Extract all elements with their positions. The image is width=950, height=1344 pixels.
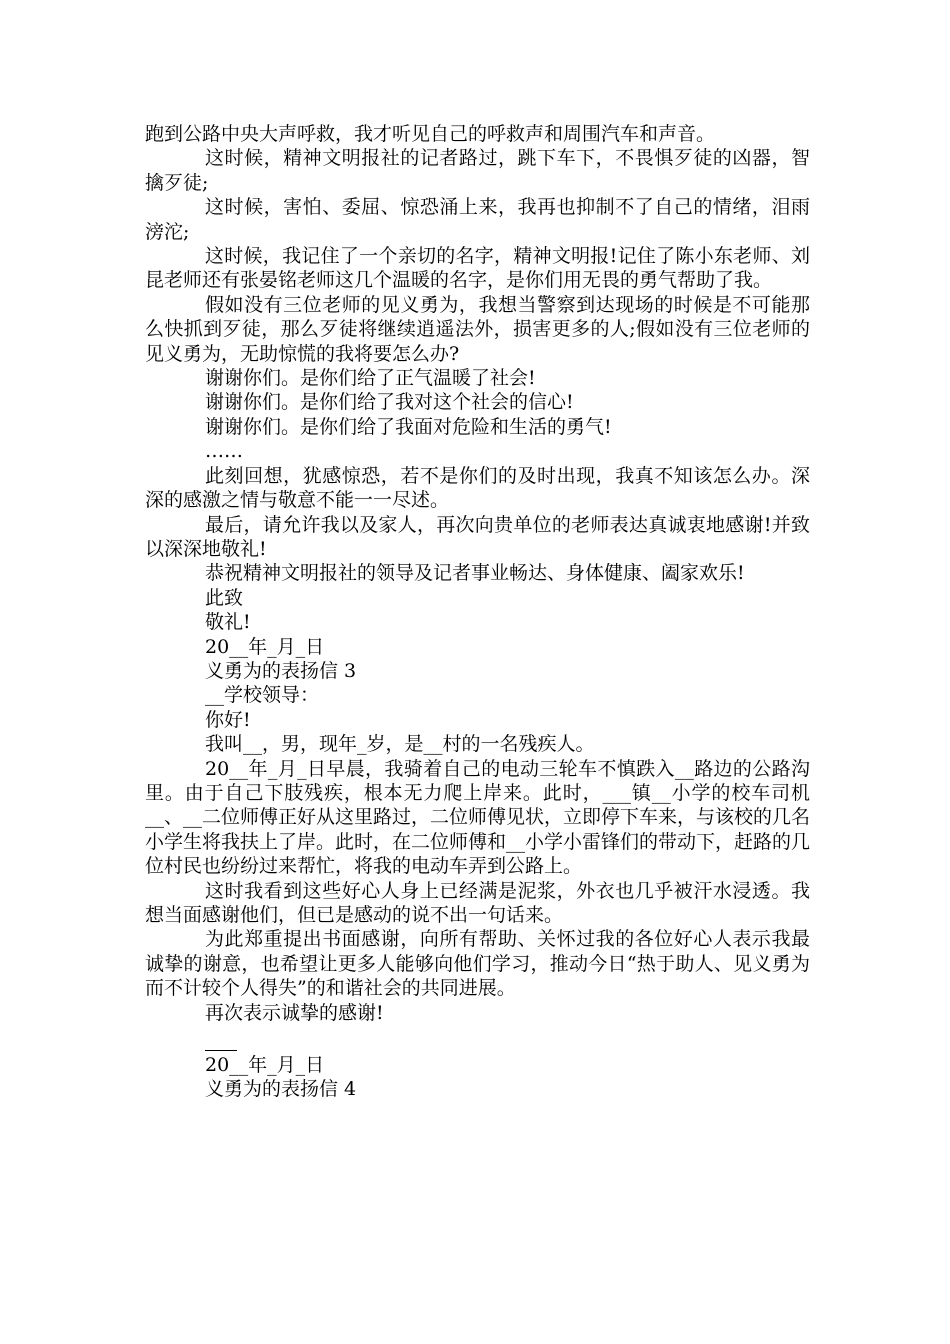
paragraph: 谢谢你们。是你们给了我对这个社会的信心! bbox=[205, 391, 574, 414]
signature-line bbox=[145, 1025, 810, 1053]
paragraph: 最后，请允许我以及家人，再次向贵单位的老师表达真诚衷地感谢!并致以深深地敬礼! bbox=[145, 513, 810, 560]
paragraph: 20__年_月_日 bbox=[205, 635, 325, 658]
signature-blank bbox=[205, 1050, 237, 1051]
paragraph: 这时我看到这些好心人身上已经满是泥浆，外衣也几乎被汗水浸透。我想当面感谢他们，但已是感动的说不出一句话来。 bbox=[145, 879, 810, 926]
paragraph: 谢谢你们。是你们给了正气温暖了社会! bbox=[205, 367, 536, 390]
paragraph: 这时候，害怕、委屈、惊恐涌上来，我再也抑制不了自己的情绪，泪雨滂沱; bbox=[145, 196, 810, 243]
paragraph: 我叫__，男，现年_岁，是__村的一名残疾人。 bbox=[205, 733, 595, 756]
paragraph: 此致 bbox=[205, 586, 244, 609]
paragraph: __学校领导： bbox=[205, 684, 320, 707]
paragraph: 敬礼! bbox=[205, 611, 251, 634]
paragraph: 义勇为的表扬信 3 bbox=[205, 659, 357, 682]
paragraph: 此刻回想，犹感惊恐，若不是你们的及时出现，我真不知该怎么办。深深的感激之情与敬意不能一一尽述。 bbox=[145, 464, 810, 512]
paragraph: 你好! bbox=[205, 708, 251, 731]
paragraph: 谢谢你们。是你们给了我面对危险和生活的勇气! bbox=[205, 415, 612, 438]
paragraph: 这时候，精神文明报社的记者路过，跳下车下，不畏惧歹徒的凶器，智擒歹徒; bbox=[145, 147, 810, 194]
paragraph: 为此郑重提出书面感谢，向所有帮助、关怀过我的各位好心人表示我最诚挚的谢意，也希望让更多人能够向他们学习，推动今日“热于助人、见义勇为而不计较个人得失”的和谐社会的共同进展。 bbox=[145, 928, 810, 1000]
paragraph: 跑到公路中央大声呼救，我才听见自己的呼救声和周围汽车和声音。 bbox=[145, 123, 716, 145]
paragraph: 20__年_月_日 bbox=[205, 1054, 325, 1077]
paragraph: 这时候，我记住了一个亲切的名字，精神文明报!记住了陈小东老师、刘昆老师还有张晏铭老师这几个温暖的名字，是你们用无畏的勇气帮助了我。 bbox=[145, 245, 810, 292]
document-body bbox=[145, 122, 810, 1102]
paragraph: 假如没有三位老师的见义勇为，我想当警察到达现场的时候是不可能那么快抓到歹徒，那么歹徒将继续逍遥法外，损害更多的人;假如没有三位老师的见义勇为，无助惊慌的我将要怎么办? bbox=[145, 293, 810, 365]
paragraph: 义勇为的表扬信 4 bbox=[205, 1078, 357, 1101]
paragraph: 再次表示诚挚的感谢! bbox=[205, 1001, 384, 1024]
paragraph: 20__年_月_日早晨，我骑着自己的电动三轮车不慎跌入__路边的公路沟里。由于自己下肢残疾，根本无力爬上岸来。此时，___镇__小学的校车司机__、__二位师傅正好从这里路过，二位师傅见状，立即停下车来，与该校的几名小学生将我扶上了岸。此时，在二位师傅和__小学小雷锋们的带动下，赶路的几位村民也纷纷过来帮忙，将我的电动车弄到公路上。 bbox=[145, 757, 811, 878]
paragraph: 恭祝精神文明报社的领导及记者事业畅达、身体健康、阖家欢乐! bbox=[205, 562, 745, 585]
paragraph: …… bbox=[205, 440, 243, 463]
